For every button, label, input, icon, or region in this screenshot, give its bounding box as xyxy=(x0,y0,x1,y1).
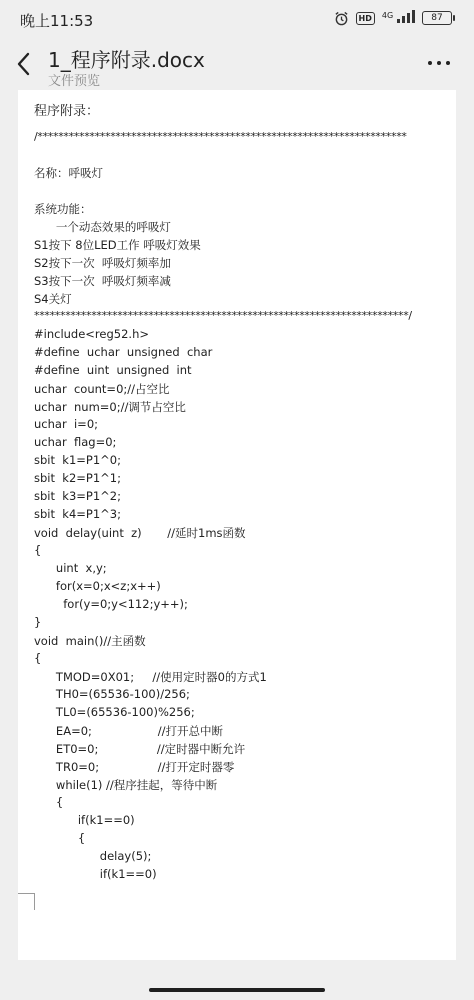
doc-line: void main()//主函数 xyxy=(34,634,146,648)
doc-line: S1按下 8位LED工作 呼吸灯效果 xyxy=(34,238,201,252)
doc-line: { xyxy=(34,651,42,665)
doc-line: #define uint unsigned int xyxy=(34,363,192,377)
doc-line: #include<reg52.h> xyxy=(34,327,149,341)
battery-icon: 87 xyxy=(422,11,452,25)
doc-line: void delay(uint z) //延时1ms函数 xyxy=(34,526,246,540)
more-options-icon[interactable] xyxy=(426,52,452,74)
doc-line: 一个动态效果的呼吸灯 xyxy=(34,220,171,234)
alarm-clock-icon xyxy=(334,11,349,26)
doc-line: uchar flag=0; xyxy=(34,435,117,449)
doc-line: } xyxy=(34,615,42,629)
navigation-bar xyxy=(0,974,474,1000)
doc-line: #define uchar unsigned char xyxy=(34,345,213,359)
home-gesture-handle[interactable] xyxy=(149,988,325,992)
signal-indicator xyxy=(382,10,415,26)
doc-line: { xyxy=(34,795,64,809)
doc-line: TH0=(65536-100)/256; xyxy=(34,687,190,701)
doc-line: uchar i=0; xyxy=(34,417,99,431)
header-bar xyxy=(0,38,474,90)
doc-line: sbit k3=P1^2; xyxy=(34,489,121,503)
document-title: 1_程序附录.docx xyxy=(48,48,205,72)
doc-line: S4关灯 xyxy=(34,292,72,306)
doc-line: 程序附录： xyxy=(34,104,100,119)
doc-line: uchar num=0;//调节占空比 xyxy=(34,400,186,414)
network-type-label: 4G xyxy=(381,11,394,20)
doc-line: ET0=0; //定时器中断允许 xyxy=(34,742,246,756)
doc-line: uchar count=0;//占空比 xyxy=(34,382,170,396)
status-bar xyxy=(0,0,474,38)
doc-line: EA=0; //打开总中断 xyxy=(34,724,223,738)
doc-line: while(1) //程序挂起，等待中断 xyxy=(34,778,218,792)
doc-line: for(y=0;y<112;y++); xyxy=(34,597,188,611)
hd-badge: HD xyxy=(356,12,375,25)
document-subtitle: 文件预览 xyxy=(48,74,101,89)
doc-line: sbit k4=P1^3; xyxy=(34,507,121,521)
status-time: 晚上11:53 xyxy=(20,12,94,30)
doc-line: ************************************************************************/ xyxy=(34,309,412,322)
doc-line: { xyxy=(34,831,86,845)
doc-line: if(k1==0) xyxy=(34,867,157,881)
doc-line: TR0=0; //打开定时器零 xyxy=(34,760,235,774)
doc-line: TL0=(65536-100)%256; xyxy=(34,705,195,719)
doc-line: if(k1==0) xyxy=(34,813,135,827)
doc-line: 名称：呼吸灯 xyxy=(34,166,103,180)
doc-line: uint x,y; xyxy=(34,561,107,575)
doc-line: for(x=0;x<z;x++) xyxy=(34,579,161,593)
doc-line: sbit k2=P1^1; xyxy=(34,471,121,485)
doc-line: delay(5); xyxy=(34,849,152,863)
back-arrow-icon[interactable] xyxy=(12,50,38,78)
document-page[interactable] xyxy=(18,90,456,960)
doc-line: sbit k1=P1^0; xyxy=(34,453,121,467)
doc-line: 系统功能： xyxy=(34,202,92,216)
status-icons xyxy=(334,10,452,26)
doc-line: TMOD=0X01; //使用定时器0的方式1 xyxy=(34,670,267,684)
doc-line: S3按下一次 呼吸灯频率减 xyxy=(34,274,171,288)
doc-line: S2按下一次 呼吸灯频率加 xyxy=(34,256,171,270)
signal-bars-icon xyxy=(397,10,415,23)
page-corner-mark xyxy=(18,893,35,910)
doc-line: /*********************************************************************** xyxy=(34,130,407,143)
doc-line: { xyxy=(34,543,42,557)
